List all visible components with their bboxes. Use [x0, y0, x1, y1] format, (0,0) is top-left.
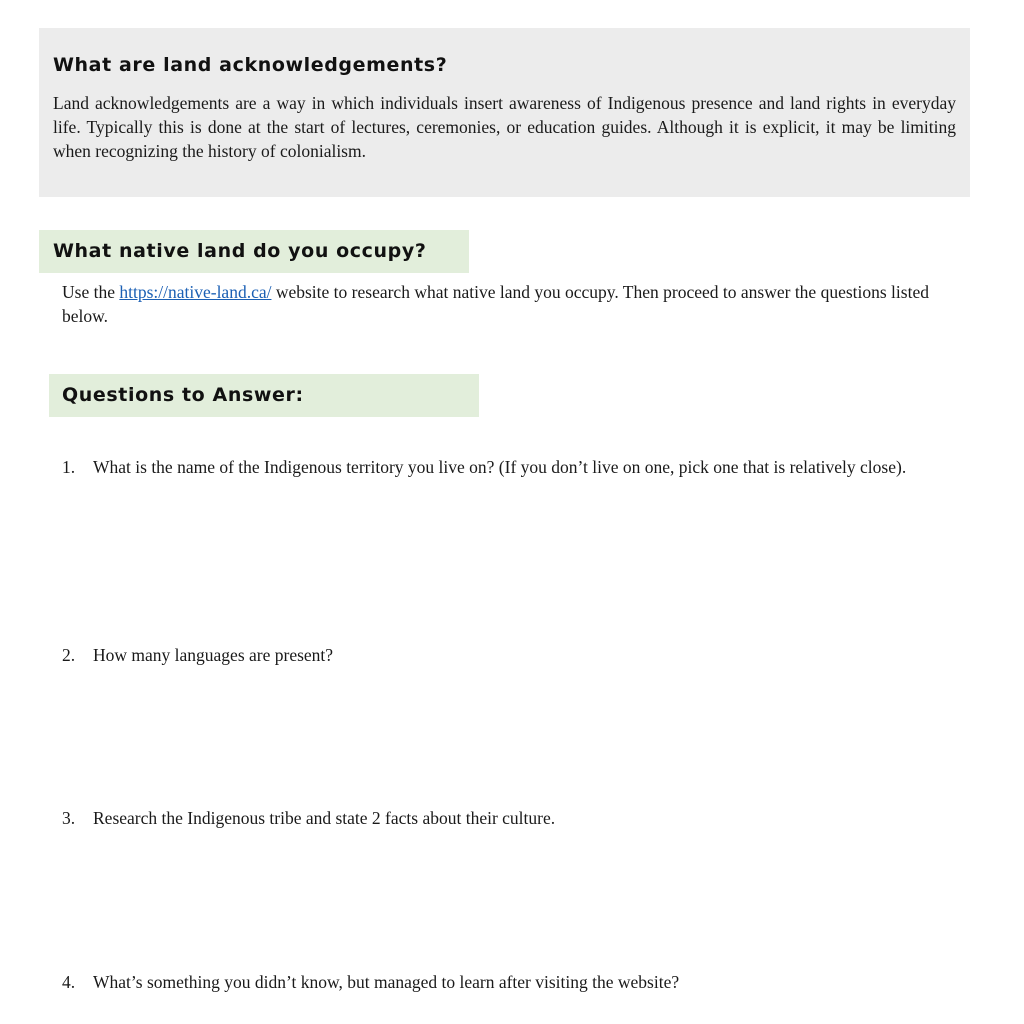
question-number: 2.	[62, 645, 76, 665]
instruction-text-end: website to research what native land you occupy. Then proceed to answer the questions listed below.	[62, 282, 929, 326]
question-number: 1.	[62, 457, 76, 477]
question-item	[62, 643, 962, 667]
intro-body: Land acknowledgements are a way in which individuals insert awareness of Indigenous presence and land rights in everyday life. Typically this is done at the start of lectures, ceremonies, or education guides. Although it is explicit, it may be limiting when recognizing the history of colonialism.	[53, 93, 956, 161]
question-text: What is the name of the Indigenous territory you live on? (If you don’t live on one, pick one that is relatively close).	[93, 457, 907, 477]
instruction-text-start: Use the	[62, 282, 120, 302]
question-number: 3.	[62, 808, 76, 828]
questions-heading: Questions to Answer:	[62, 384, 304, 406]
native-land-instructions	[62, 280, 942, 328]
native-land-heading-tab	[39, 230, 469, 273]
question-item	[62, 455, 962, 479]
questions-heading-tab	[49, 374, 479, 417]
question-item	[62, 806, 962, 830]
intro-heading: What are land acknowledgements?	[53, 54, 448, 76]
question-text: What’s something you didn’t know, but managed to learn after visiting the website?	[93, 972, 680, 992]
native-land-link[interactable]: https://native-land.ca/	[119, 282, 272, 302]
question-text: Research the Indigenous tribe and state 2 facts about their culture.	[93, 808, 556, 828]
question-text: How many languages are present?	[93, 645, 334, 665]
native-land-heading: What native land do you occupy?	[53, 240, 427, 262]
question-item	[62, 970, 962, 994]
intro-section	[39, 28, 970, 197]
question-number: 4.	[62, 972, 76, 992]
